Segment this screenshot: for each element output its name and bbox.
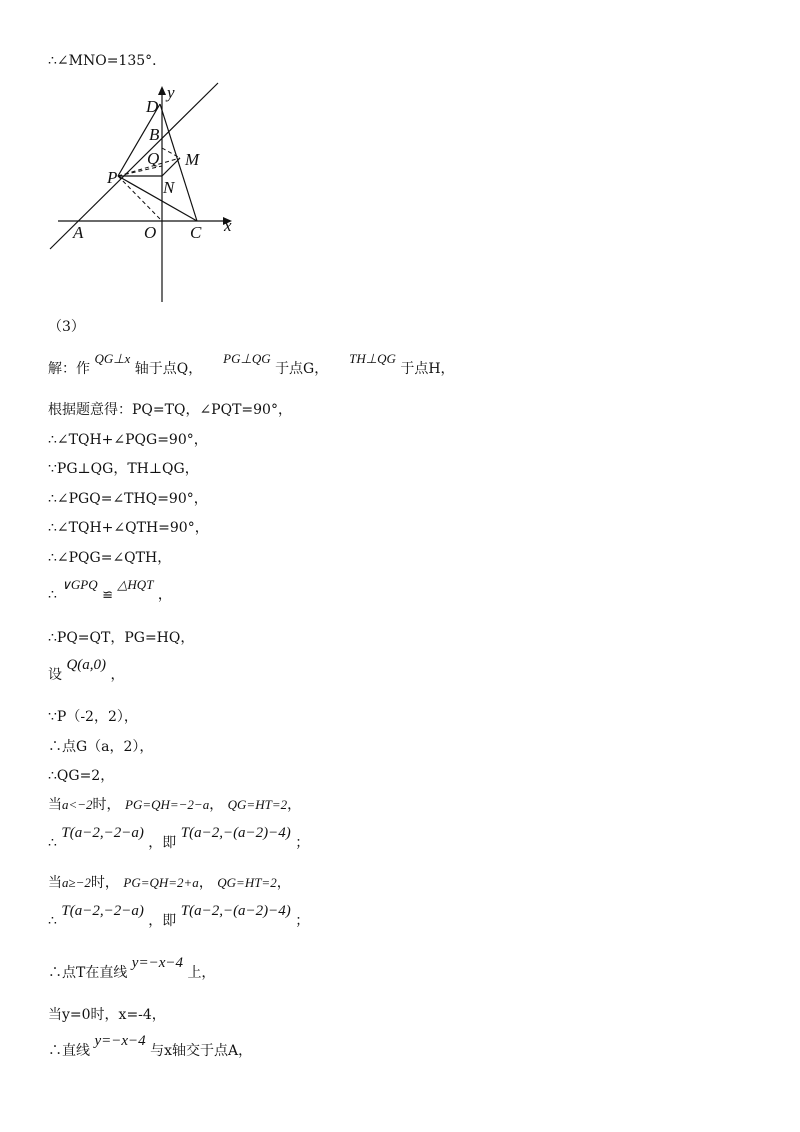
- line-given: 根据题意得：PQ=TQ，∠PQT=90°，: [48, 402, 292, 418]
- comma: ，: [110, 667, 125, 683]
- formula-a-geq: a≥−2: [62, 875, 91, 890]
- dashed-qm: [162, 148, 180, 158]
- formula-pg-perp-qg: PG⊥QG: [223, 351, 271, 366]
- comma: ，: [157, 587, 172, 603]
- text-on: 上，: [187, 965, 216, 981]
- line-case-2-t: [48, 903, 310, 930]
- formula-line-eq: y=−x−4: [94, 1033, 146, 1049]
- formula-t-coords-alt: T(a−2,−(a−2)−4): [180, 903, 291, 919]
- triangle-hqt: △HQT: [117, 577, 154, 592]
- formula-qg-ht: QG=HT=2: [217, 875, 277, 890]
- label-d: D: [146, 97, 159, 116]
- formula-qg-ht: QG=HT=2: [227, 797, 288, 812]
- congruent-symbol: ≌: [102, 588, 113, 603]
- label-x: x: [224, 216, 232, 235]
- label-c: C: [190, 223, 202, 242]
- text-foot-q: 轴于点Q，: [134, 361, 203, 377]
- segment-nm: [162, 158, 180, 176]
- line-y-zero: 当y=0时，x=-4，: [48, 1007, 166, 1023]
- line-intersect-a: [48, 1033, 253, 1060]
- line-angle-sum-2: ∴∠TQH+∠QTH=90°，: [48, 520, 209, 536]
- text-namely: ，即: [148, 835, 177, 851]
- formula-pg-qh: PG=QH=−2−a: [125, 797, 210, 812]
- geometry-figure: [40, 76, 240, 306]
- line-qg-length: ∴QG=2，: [48, 768, 115, 784]
- text-foot-g: 于点G，: [275, 361, 329, 377]
- line-case-1: [48, 796, 301, 814]
- semicolon: ；: [295, 913, 310, 929]
- formula-q-a-0: Q(a,0): [66, 657, 107, 673]
- line-let-q: [48, 657, 125, 684]
- text-t-on-line: ∴点T在直线: [48, 965, 128, 981]
- text-namely: ，即: [148, 913, 177, 929]
- line-equal-sides: ∴PQ=QT，PG=HQ，: [48, 630, 195, 646]
- comma: ，: [198, 875, 213, 891]
- formula-qg-perp-x: QG⊥x: [94, 351, 131, 366]
- part-3-label: （3）: [48, 319, 85, 335]
- line-angle-sum: ∴∠TQH+∠PQG=90°，: [48, 432, 208, 448]
- line-right-angles: ∴∠PGQ=∠THQ=90°，: [48, 491, 208, 507]
- text-when: 当: [48, 797, 62, 813]
- y-axis-arrow: [158, 86, 166, 95]
- formula-t-coords: T(a−2,−2−a): [61, 903, 144, 919]
- line-t-on-line: [48, 955, 216, 982]
- label-a: A: [73, 223, 84, 242]
- line-p-coords: ∵P（-2，2），: [48, 709, 138, 725]
- text-when-end: 时，: [90, 875, 119, 891]
- therefore-symbol: ∴: [48, 835, 57, 851]
- formula-t-coords: T(a−2,−2−a): [61, 825, 144, 841]
- text-line: ∴直线: [48, 1043, 90, 1059]
- therefore-symbol: ∴: [48, 913, 57, 929]
- label-p: P: [107, 168, 118, 187]
- label-b: B: [149, 125, 160, 144]
- formula-pg-qh: PG=QH=2+a: [123, 875, 199, 890]
- label-o: O: [144, 223, 157, 242]
- label-y: y: [167, 83, 175, 102]
- line-because-perp: ∵PG⊥QG，TH⊥QG，: [48, 461, 199, 477]
- formula-t-coords-alt: T(a−2,−(a−2)−4): [180, 825, 291, 841]
- semicolon: ；: [295, 835, 310, 851]
- text-construct: 解：作: [48, 361, 90, 377]
- line-congruent: [48, 577, 172, 605]
- text-foot-h: 于点H，: [400, 361, 455, 377]
- line-equal-angles: ∴∠PQG=∠QTH，: [48, 550, 172, 566]
- comma: ，: [209, 797, 224, 813]
- label-n: N: [163, 178, 175, 197]
- text-when: 当: [48, 875, 62, 891]
- label-q: Q: [147, 149, 160, 168]
- text-when-end: 时，: [92, 797, 121, 813]
- label-m: M: [185, 150, 200, 169]
- line-case-2: [48, 874, 291, 892]
- line-construction: [48, 351, 455, 378]
- text-intersect: 与x轴交于点A，: [150, 1043, 253, 1059]
- formula-line-eq: y=−x−4: [131, 955, 183, 971]
- line-conclusion-mno: ∴∠MNO=135°．: [48, 53, 167, 69]
- line-g-coords: ∴点G（a，2），: [48, 739, 154, 755]
- triangle-gpq: ∨GPQ: [61, 577, 98, 592]
- formula-a-less: a<−2: [62, 797, 93, 812]
- comma: ，: [287, 797, 302, 813]
- dashed-po: [118, 176, 162, 221]
- therefore-symbol: ∴: [48, 587, 57, 603]
- line-case-1-t: [48, 825, 310, 852]
- formula-th-perp-qg: TH⊥QG: [349, 351, 396, 366]
- comma: ，: [276, 875, 291, 891]
- text-let: 设: [48, 667, 62, 683]
